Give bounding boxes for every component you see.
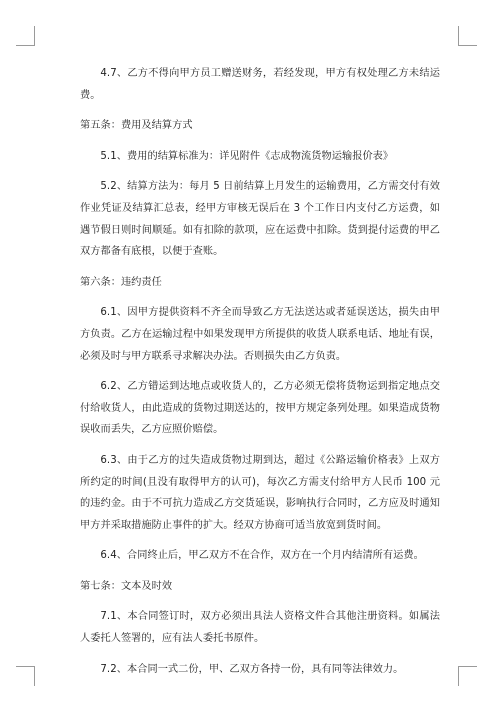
- crop-mark-top-left-horizontal: [16, 45, 35, 46]
- clause-6-1: 6.1、因甲方提供资料不齐全而导致乙方无法送达或者延误送达，损失由甲方负责。乙方在运输过程中如果发现甲方所提供的收货人联系电话、地址有误，必须及时与甲方联系寻求解决办法。否则损失由乙方负责。: [80, 307, 440, 362]
- clause-7-1: 7.1、本合同签订时，双方必须出具法人资格文件合其他注册资料。如属法人委托人签署的，应有法人委托书原件。: [80, 611, 440, 645]
- section-heading-7: 第七条：文本及时效: [80, 580, 173, 592]
- crop-mark-bottom-right-vertical: [458, 666, 459, 686]
- section-heading-6: 第六条：违约责任: [80, 276, 162, 288]
- clause-7-2: 7.2、本合同一式二份，甲、乙双方各持一份，具有同等法律效力。: [100, 663, 404, 675]
- clause-5-2: 5.2、结算方法为：每月 5 日前结算上月发生的运输费用，乙方需交付有效作业凭证及结算汇总表，经甲方审核无误后在 3 个工作日内支付乙方运费，如遇节假日则时间顺延。如有扣除的款项，应在运费中扣除。货到提付运费的甲乙双方都备有底根，以便于查账。: [80, 181, 440, 258]
- crop-mark-bottom-left-vertical: [34, 666, 35, 686]
- clause-6-3: 6.3、由于乙方的过失造成货物过期到达，超过《公路运输价格表》上双方所约定的时间(且没有取得甲方的认可)，每次乙方需支付给甲方人民币 100 元的违约金。由于不可抗力造成乙方交货延误，影响执行合同时，乙方应及时通知甲方并采取措施防止事件的扩大。经双方协商可适当放宽到货时间。: [80, 454, 440, 531]
- crop-mark-top-left-vertical: [34, 26, 35, 46]
- clause-6-2: 6.2、乙方错运到达地点或收货人的，乙方必须无偿将货物运到指定地点交付给收货人，由此造成的货物过期送达的，按甲方规定条列处理。如果造成货物误收而丢失，乙方应照价赔偿。: [80, 381, 440, 436]
- clause-4-7: 4.7、乙方不得向甲方员工赠送财务，若经发现，甲方有权处理乙方未结运费。: [80, 68, 440, 101]
- clause-5-1: 5.1、费用的结算标准为：详见附件《志成物流货物运输报价表》: [100, 150, 394, 162]
- crop-mark-top-right-horizontal: [458, 45, 477, 46]
- crop-mark-top-right-vertical: [458, 26, 459, 46]
- section-heading-5: 第五条：费用及结算方式: [80, 120, 193, 132]
- clause-6-4: 6.4、合同终止后，甲乙双方不在合作，双方在一个月内结清所有运费。: [100, 550, 424, 562]
- document-body: [80, 63, 440, 689]
- crop-mark-bottom-right-horizontal: [458, 666, 477, 667]
- crop-mark-bottom-left-horizontal: [16, 666, 35, 667]
